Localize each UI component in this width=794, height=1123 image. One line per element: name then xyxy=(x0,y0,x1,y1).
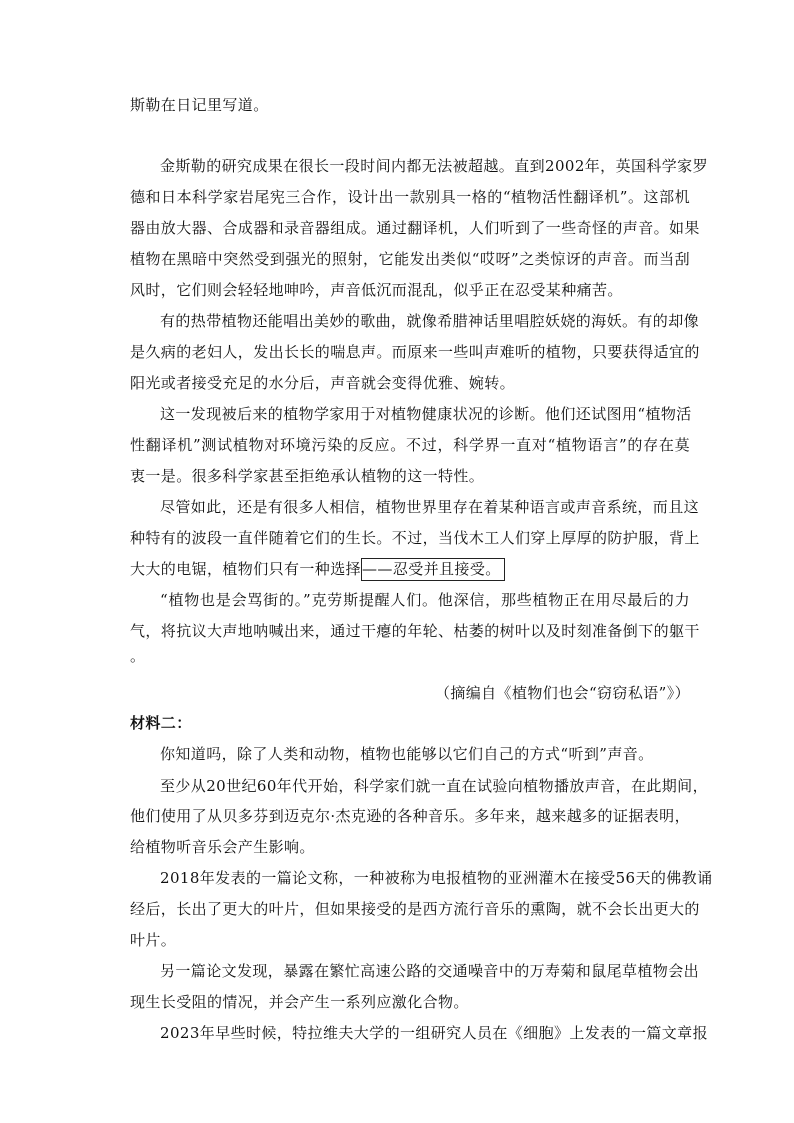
text-line: 尽管如此，还是有很多人相信，植物世界里存在着某种语言或声音系统，而且这 xyxy=(160,498,700,516)
text-line: 衷一是。很多科学家甚至拒绝承认植物的这一特性。 xyxy=(130,467,485,485)
text-line: 至少从20世纪60年代开始，科学家们就一直在试验向植物播放声音，在此期间， xyxy=(160,777,708,795)
section-heading: 材料二： xyxy=(130,714,192,732)
source-citation: （摘编自《植物们也会“窃窃私语”》） xyxy=(434,684,690,702)
text-line: 种特有的波段一直伴随着它们的生长。不过，当伐木工人们穿上厚厚的防护服，背上 xyxy=(130,529,700,547)
text-line: 有的热带植物还能唱出美妙的歌曲，就像希腊神话里唱腔妖娆的海妖。有的却像 xyxy=(160,312,700,330)
text-line: 是久病的老妇人，发出长长的喘息声。而原来一些叫声难听的植物，只要获得适宜的 xyxy=(130,343,700,361)
text-segment: 大大的电锯，植物们只有一种选择 xyxy=(130,560,362,578)
text-line: 他们使用了从贝多芬到迈克尔·杰克逊的各种音乐。多年来，越来越多的证据表明， xyxy=(130,807,690,825)
text-line: 阳光或者接受充足的水分后，声音就会变得优雅、婉转。 xyxy=(130,374,516,392)
text-line: 。 xyxy=(130,647,146,665)
text-line: 经后，长出了更大的叶片，但如果接受的是西方流行音乐的熏陶，就不会长出更大的 xyxy=(130,900,700,918)
text-line: 金斯勒的研究成果在很长一段时间内都无法被超越。直到2002年，英国科学家罗 xyxy=(160,157,708,175)
text-line: 另一篇论文发现，暴露在繁忙高速公路的交通噪音中的万寿菊和鼠尾草植物会出 xyxy=(160,962,700,980)
text-line: 风时，它们则会轻轻地呻吟，声音低沉而混乱，似乎正在忍受某种痛苦。 xyxy=(130,281,623,299)
text-line xyxy=(130,559,690,579)
text-line: 气，将抗议大声地呐喊出来，通过干瘪的年轮、枯萎的树叶以及时刻准备倒下的躯干 xyxy=(130,622,700,640)
text-line: 斯勒在日记里写道。 xyxy=(130,96,269,114)
text-line: 器由放大器、合成器和录音器组成。通过翻译机，人们听到了一些奇怪的声音。如果 xyxy=(130,219,700,237)
text-line: 叶片。 xyxy=(130,931,177,949)
text-line: 你知道吗，除了人类和动物，植物也能够以它们自己的方式“听到”声音。 xyxy=(160,745,654,763)
text-line: 性翻译机”测试植物对环境污染的反应。不过，科学界一直对“植物语言”的存在莫 xyxy=(130,436,690,454)
text-line: 2023年早些时候，特拉维夫大学的一组研究人员在《细胞》上发表的一篇文章报 xyxy=(160,1024,708,1042)
text-line: 给植物听音乐会产生影响。 xyxy=(130,838,315,856)
text-line: 植物在黑暗中突然受到强光的照射，它能发出类似“哎呀”之类惊讶的声音。而当刮 xyxy=(130,250,690,268)
text-line: 2018年发表的一篇论文称，一种被称为电报植物的亚洲灌木在接受56天的佛教诵 xyxy=(160,869,713,887)
boxed-text: ——忍受并且接受。 xyxy=(361,558,505,581)
text-line: 现生长受阻的情况，并会产生一系列应激化合物。 xyxy=(130,993,469,1011)
text-line: “植物也是会骂街的。”克劳斯提醒人们。他深信，那些植物正在用尽最后的力 xyxy=(160,591,690,609)
text-line: 这一发现被后来的植物学家用于对植物健康状况的诊断。他们还试图用“植物活 xyxy=(160,405,692,423)
text-line: 德和日本科学家岩尾宪三合作，设计出一款别具一格的“植物活性翻译机”。这部机 xyxy=(130,188,690,206)
